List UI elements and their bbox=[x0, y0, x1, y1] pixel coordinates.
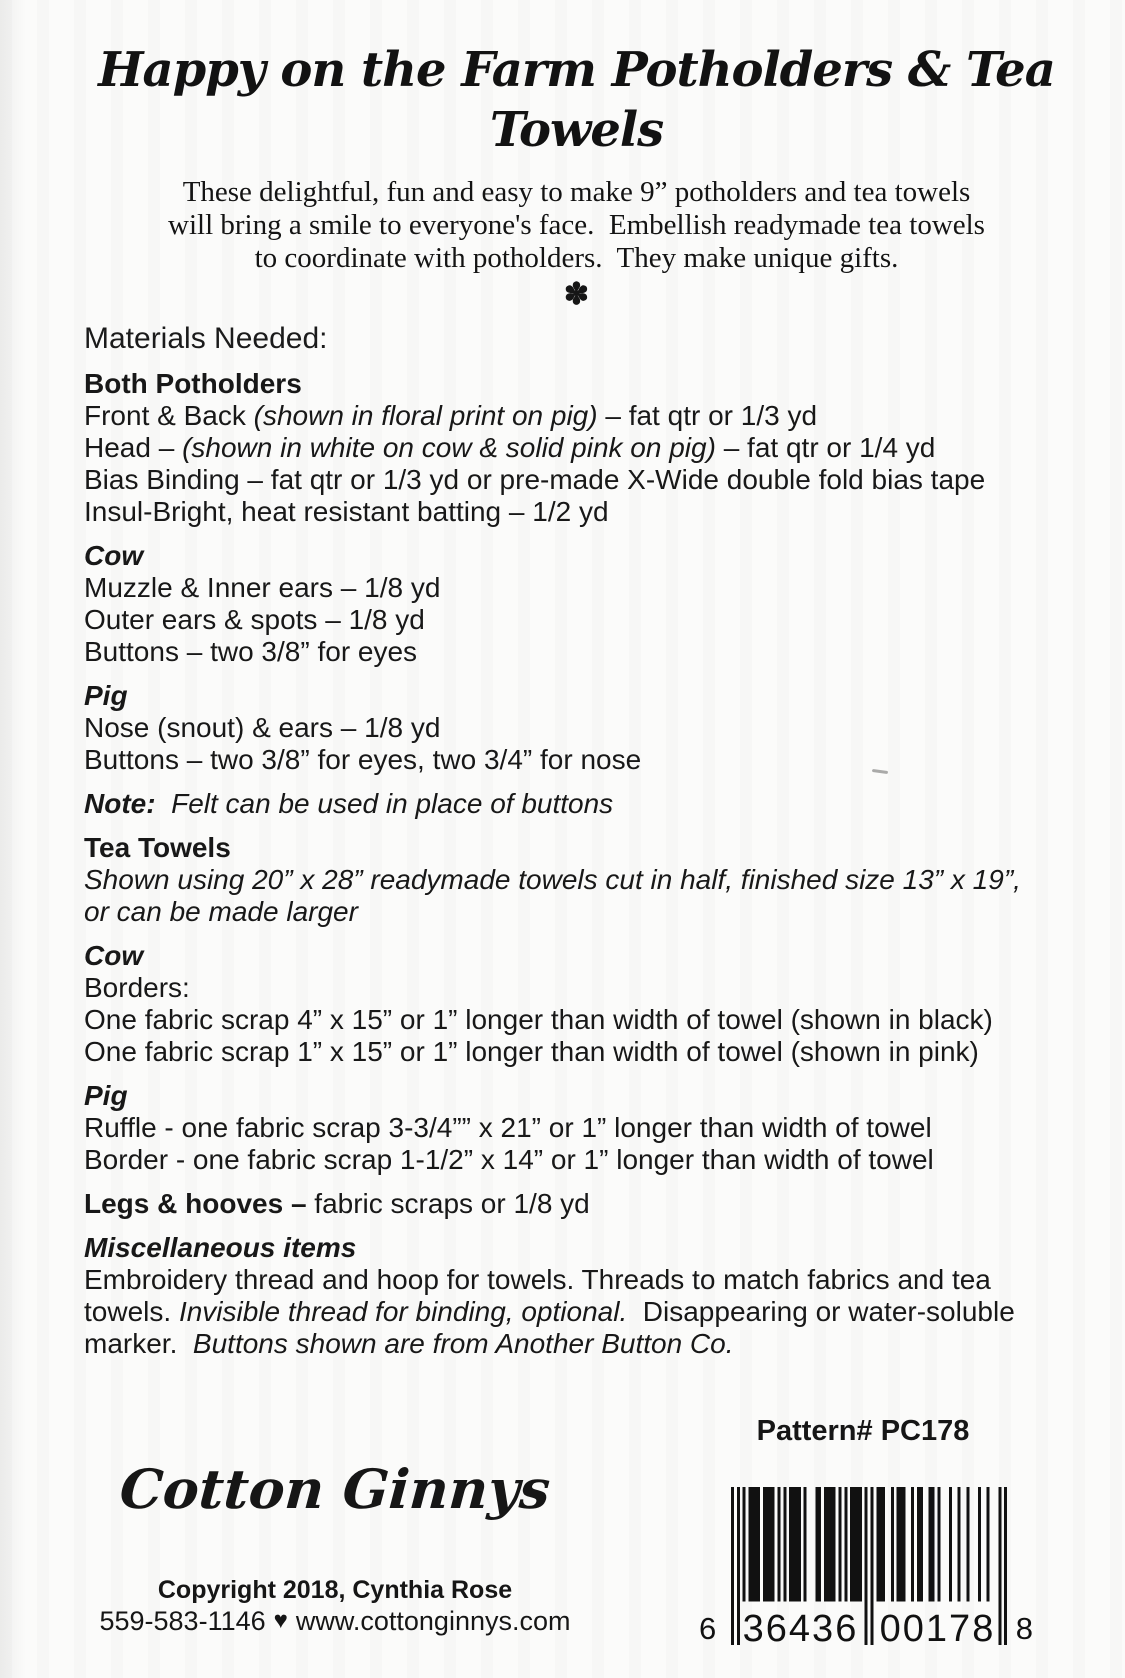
material-text-segment: (shown in white on cow & solid pink on pig) bbox=[182, 432, 716, 463]
materials-heading: Materials Needed: bbox=[84, 322, 328, 355]
pattern-number: Pattern# PC178 bbox=[756, 1415, 970, 1447]
copyright-line: Copyright 2018, Cynthia Rose bbox=[157, 1576, 513, 1604]
material-line bbox=[84, 864, 1069, 896]
material-line bbox=[84, 572, 1069, 604]
material-text-segment: Head – bbox=[84, 432, 183, 463]
main-content bbox=[84, 40, 1069, 1360]
material-line bbox=[84, 464, 1069, 496]
material-line bbox=[84, 400, 1069, 432]
materials-section bbox=[84, 1188, 1069, 1220]
material-text-segment: Embroidery thread and hoop for towels. Threads to match fabrics and tea bbox=[84, 1264, 991, 1295]
material-text-segment: Muzzle & Inner ears – 1/8 yd bbox=[84, 572, 441, 603]
material-text-segment: or can be made larger bbox=[84, 896, 358, 927]
heart-icon: ♥ bbox=[273, 1607, 288, 1634]
material-text-segment: – fat qtr or 1/4 yd bbox=[715, 432, 936, 463]
materials-section bbox=[84, 1232, 1069, 1360]
material-text-segment: Front & Back bbox=[84, 400, 254, 431]
barcode-digit-left: 6 bbox=[699, 1611, 717, 1646]
material-text-segment: Nose (snout) & ears – 1/8 yd bbox=[84, 712, 441, 743]
material-line bbox=[84, 1296, 1069, 1328]
material-line bbox=[84, 636, 1069, 668]
material-line bbox=[84, 788, 1069, 820]
material-text-segment: Note: bbox=[84, 788, 156, 819]
materials-sections bbox=[84, 368, 1069, 1360]
material-text-segment: Felt can be used in place of buttons bbox=[155, 788, 614, 819]
material-line bbox=[84, 1144, 1069, 1176]
phone-number: 559-583-1146 bbox=[99, 1606, 266, 1636]
material-text-segment: Bias Binding – fat qtr or 1/3 yd or pre-made X-Wide double fold bias tape bbox=[84, 464, 986, 495]
material-line bbox=[84, 1188, 1069, 1220]
material-text-segment: (shown in floral print on pig) bbox=[253, 400, 598, 431]
material-line bbox=[84, 712, 1069, 744]
material-text-segment: One fabric scrap 4” x 15” or 1” longer than width of towel (shown in black) bbox=[84, 1004, 993, 1035]
material-text-segment: One fabric scrap 1” x 15” or 1” longer than width of towel (shown in pink) bbox=[84, 1036, 979, 1067]
section-heading: Tea Towels bbox=[84, 832, 231, 863]
section-heading: Cow bbox=[84, 540, 144, 571]
material-text-segment: Disappearing or water-soluble bbox=[627, 1296, 1015, 1327]
page-title: Happy on the Farm Potholders & Tea Towels bbox=[98, 42, 1055, 158]
materials-section bbox=[84, 940, 1069, 1068]
website-url: www.cottonginnys.com bbox=[295, 1606, 571, 1636]
material-line bbox=[84, 896, 1069, 928]
material-line bbox=[84, 1112, 1069, 1144]
materials-section bbox=[84, 1080, 1069, 1176]
material-text-segment: Insul-Bright, heat resistant batting – 1/2 yd bbox=[84, 496, 609, 527]
contact-line bbox=[85, 1606, 585, 1637]
barcode-digits-group1: 36436 bbox=[742, 1608, 859, 1650]
materials-section bbox=[84, 368, 1069, 528]
material-text-segment: Buttons shown are from Another Button Co. bbox=[192, 1328, 734, 1359]
materials-section bbox=[84, 540, 1069, 668]
material-line bbox=[84, 1328, 1069, 1360]
material-text-segment: fabric scraps or 1/8 yd bbox=[314, 1188, 590, 1219]
barcode-digit-right: 8 bbox=[1015, 1611, 1033, 1646]
section-heading: Pig bbox=[84, 1080, 128, 1111]
section-heading: Pig bbox=[84, 680, 128, 711]
intro-paragraph bbox=[84, 176, 1069, 275]
intro-line: to coordinate with potholders. They make unique gifts. bbox=[254, 242, 899, 274]
material-line bbox=[84, 972, 1069, 1004]
material-text-segment: Ruffle - one fabric scrap 3-3/4”” x 21” or 1” longer than width of towel bbox=[84, 1112, 932, 1143]
materials-section bbox=[84, 680, 1069, 776]
material-line bbox=[84, 1264, 1069, 1296]
material-text-segment: Buttons – two 3/8” for eyes, two 3/4” for nose bbox=[84, 744, 642, 775]
material-text-segment: Invisible thread for binding, optional. bbox=[178, 1296, 628, 1327]
cotton-ginnys-logo: Cotton Ginnys bbox=[117, 1457, 553, 1521]
intro-line: will bring a smile to everyone's face. Embellish readymade tea towels bbox=[168, 209, 985, 241]
material-text-segment: – fat qtr or 1/3 yd bbox=[597, 400, 818, 431]
material-line bbox=[84, 432, 1069, 464]
material-line bbox=[84, 496, 1069, 528]
section-heading: Both Potholders bbox=[84, 368, 302, 399]
material-text-segment: towels. bbox=[84, 1296, 179, 1327]
material-line bbox=[84, 1004, 1069, 1036]
materials-section bbox=[84, 788, 1069, 820]
asterisk-divider-icon: ✽ bbox=[563, 278, 590, 311]
section-heading: Miscellaneous items bbox=[84, 1232, 357, 1263]
barcode bbox=[697, 1487, 1033, 1650]
material-line bbox=[84, 1036, 1069, 1068]
material-line bbox=[84, 744, 1069, 776]
material-text-segment: Border - one fabric scrap 1-1/2” x 14” or 1” longer than width of towel bbox=[84, 1144, 934, 1175]
material-text-segment: marker. bbox=[84, 1328, 193, 1359]
materials-section bbox=[84, 832, 1069, 928]
material-text-segment: Legs & hooves – bbox=[84, 1188, 315, 1219]
intro-line: These delightful, fun and easy to make 9” potholders and tea towels bbox=[182, 176, 971, 208]
material-text-segment: Shown using 20” x 28” readymade towels cut in half, finished size 13” x 19”, bbox=[84, 864, 1021, 895]
material-text-segment: Outer ears & spots – 1/8 yd bbox=[84, 604, 425, 635]
barcode-digits-group2: 00178 bbox=[879, 1608, 996, 1650]
section-heading: Cow bbox=[84, 940, 144, 971]
material-text-segment: Borders: bbox=[84, 972, 190, 1003]
material-line bbox=[84, 604, 1069, 636]
material-text-segment: Buttons – two 3/8” for eyes bbox=[84, 636, 418, 667]
